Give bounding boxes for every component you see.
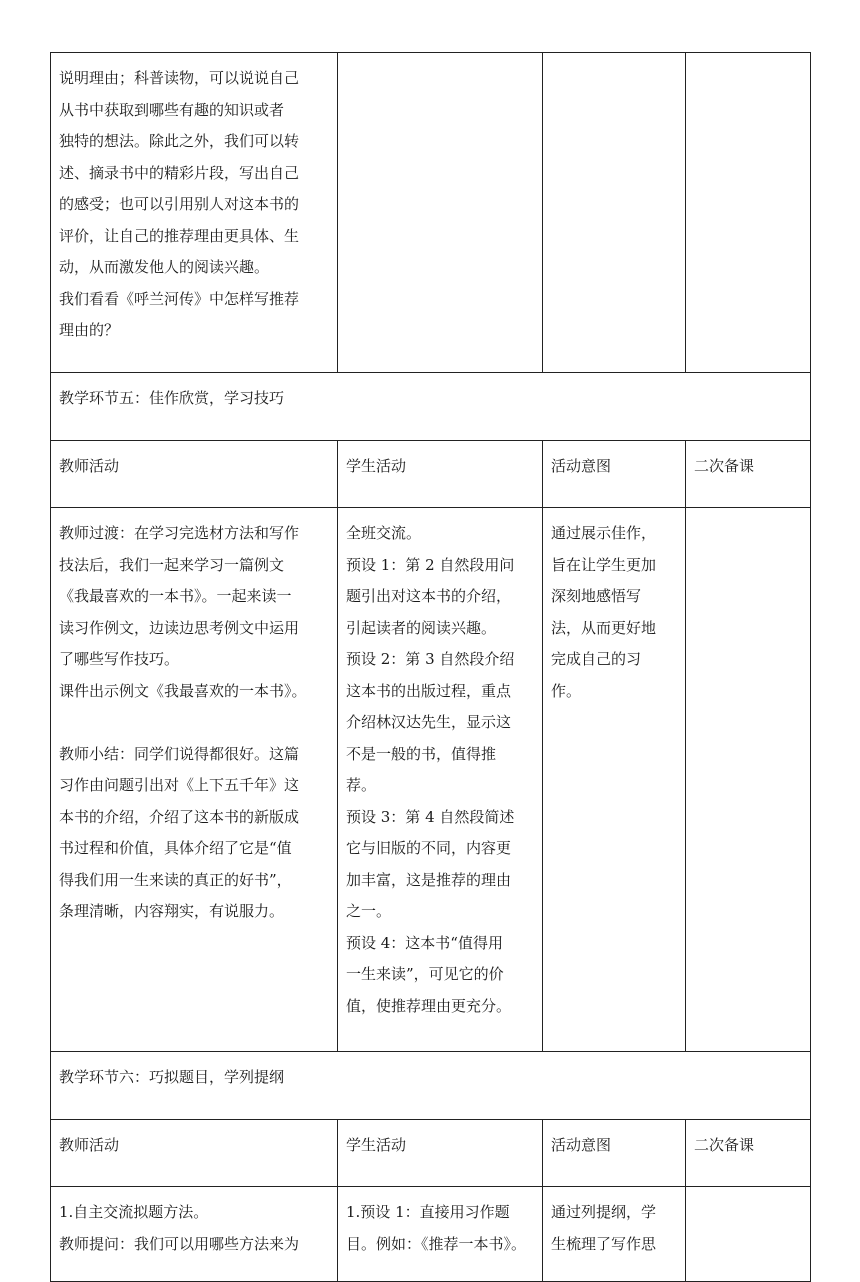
student-activity-cell [338,53,543,373]
blank-line [59,707,331,739]
text-line: 习作由问题引出对《上下五千年》这 [59,776,300,794]
text-line: 1.自主交流拟题方法。 [59,1203,209,1221]
text-line: 荐。 [346,776,377,794]
text-line: 作。 [551,681,582,700]
section-six-title: 教学环节六：巧拟题目，学列提纲 [51,1052,811,1120]
section-title-row [51,373,811,441]
text-line: 预设 3：第 4 自然段简述 [346,807,515,826]
text-line: 引起读者的阅读兴趣。 [346,618,497,637]
text-line: 教师过渡：在学习完选材方法和写作 [59,524,300,542]
text-line: 一生来读”，可见它的价 [346,965,504,983]
text-line: 从书中获取到哪些有趣的知识或者 [59,100,285,119]
header-student-activity: 学生活动 [338,441,543,508]
text-line: 通过展示佳作， [551,524,657,542]
text-line: 评价，让自己的推荐理由更具体、生 [59,226,300,245]
text-line: 深刻地感悟写 [551,587,642,605]
text-line: 理由的？ [59,321,120,339]
table-row [51,508,811,1052]
text-line: 题引出对这本书的介绍， [346,587,512,605]
activity-intent-cell [543,53,686,373]
text-line: 条理清晰，内容翔实，有说服力。 [59,902,285,920]
text-line: 1.预设 1：直接用习作题 [346,1203,510,1221]
text-line: 《我最喜欢的一本书》。一起来读一 [59,587,292,605]
text-line: 技法后，我们一起来学习一篇例文 [59,555,285,574]
lesson-plan-table [50,52,811,1282]
text-line: 完成自己的习 [551,650,642,668]
table-row [51,53,811,373]
text-line: 本书的介绍，介绍了这本书的新版成 [59,807,300,826]
teacher-activity-cell [51,508,338,1052]
text-line: 说明理由；科普读物，可以说说自己 [59,69,300,87]
second-prep-cell [686,1187,811,1282]
text-line: 预设 4：这本书“值得用 [346,933,503,952]
header-activity-intent: 活动意图 [543,1120,686,1187]
text-line: 加丰富，这是推荐的理由 [346,870,512,889]
text-line: 动，从而激发他人的阅读兴趣。 [59,258,270,276]
text-line: 不是一般的书，值得推 [346,744,497,763]
text-line: 目。例如：《推荐一本书》。 [346,1234,527,1253]
text-line: 这本书的出版过程，重点 [346,681,512,700]
table-row [51,1187,811,1282]
student-activity-cell [338,508,543,1052]
section-five-title: 教学环节五：佳作欣赏，学习技巧 [51,373,811,441]
text-line: 了哪些写作技巧。 [59,650,180,668]
text-line: 教师提问：我们可以用哪些方法来为 [59,1234,300,1253]
text-line: 介绍林汉达先生，显示这 [346,713,512,731]
text-line: 的感受；也可以引用别人对这本书的 [59,195,300,213]
text-line: 书过程和价值，具体介绍了它是“值 [59,839,292,857]
student-activity-cell [338,1187,543,1282]
section-title-row [51,1052,811,1120]
text-line: 得我们用一生来读的真正的好书”， [59,870,292,889]
text-line: 我们看看《呼兰河传》中怎样写推荐 [59,289,300,308]
text-line: 预设 1：第 2 自然段用问 [346,555,515,574]
second-prep-cell [686,53,811,373]
text-line: 教师小结：同学们说得都很好。这篇 [59,744,300,763]
header-second-prep: 二次备课 [686,441,811,508]
header-student-activity: 学生活动 [338,1120,543,1187]
activity-intent-cell [543,1187,686,1282]
text-line: 通过列提纲，学 [551,1203,657,1221]
header-teacher-activity: 教师活动 [51,1120,338,1187]
second-prep-cell [686,508,811,1052]
text-line: 读习作例文，边读边思考例文中运用 [59,618,300,637]
header-activity-intent: 活动意图 [543,441,686,508]
text-line: 预设 2：第 3 自然段介绍 [346,650,515,668]
header-row [51,1120,811,1187]
header-row [51,441,811,508]
text-line: 生梳理了写作思 [551,1234,657,1253]
text-line: 课件出示例文《我最喜欢的一本书》。 [59,681,307,700]
text-line: 之一。 [346,902,392,920]
text-line: 它与旧版的不同，内容更 [346,839,512,857]
activity-intent-cell [543,508,686,1052]
text-line: 旨在让学生更加 [551,555,657,574]
header-teacher-activity: 教师活动 [51,441,338,508]
text-line: 法，从而更好地 [551,618,657,637]
text-line: 述、摘录书中的精彩片段，写出自己 [59,163,300,182]
teacher-activity-cell [51,53,338,373]
text-line: 值，使推荐理由更充分。 [346,996,512,1015]
teacher-activity-cell [51,1187,338,1282]
text-line: 独特的想法。除此之外，我们可以转 [59,132,300,150]
text-line: 全班交流。 [346,524,422,542]
header-second-prep: 二次备课 [686,1120,811,1187]
